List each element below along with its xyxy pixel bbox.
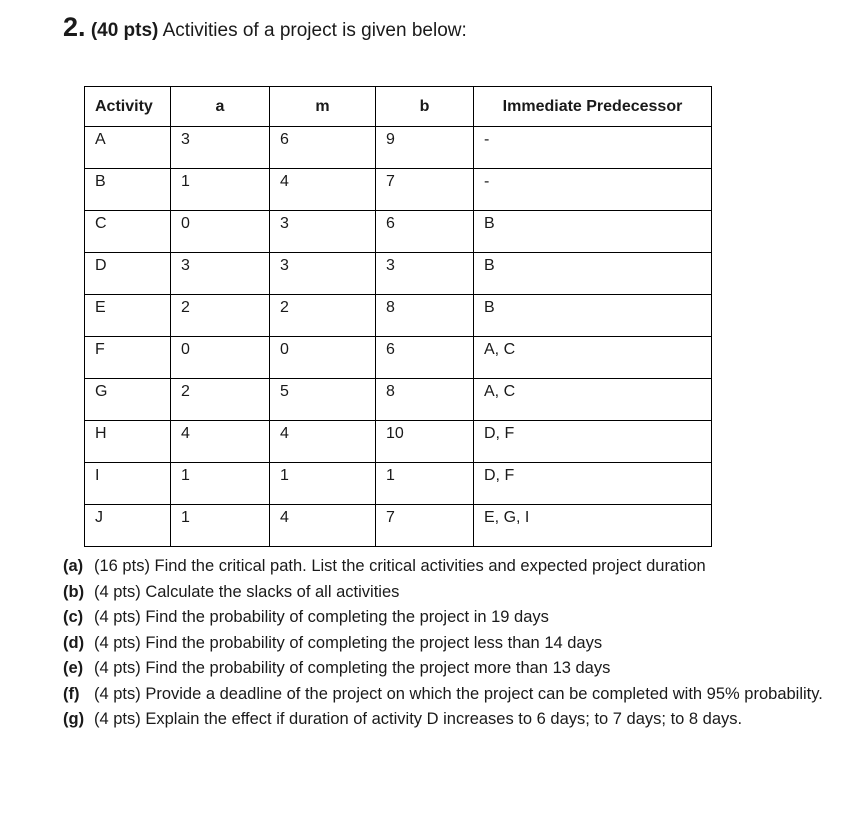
question-text: (4 pts) Calculate the slacks of all activities (94, 582, 400, 601)
question-label: (a) (63, 557, 84, 575)
cell-a: 0 (171, 337, 270, 379)
question-text: (4 pts) Explain the effect if duration of activity D increases to 6 days; to 7 days; to 8 days. (94, 710, 743, 728)
cell-predecessor: B (474, 211, 712, 253)
cell-m: 0 (270, 337, 376, 379)
cell-b: 9 (376, 127, 474, 169)
question-item (63, 656, 853, 682)
question-text: (4 pts) Find the probability of completing the project in 19 days (94, 608, 549, 626)
cell-activity: D (85, 253, 171, 295)
cell-b: 7 (376, 505, 474, 547)
cell-a: 0 (171, 211, 270, 253)
table-header-row (85, 87, 712, 127)
cell-predecessor: D, F (474, 463, 712, 505)
question-text: (4 pts) Provide a deadline of the project on which the project can be completed with 95% probability. (94, 684, 823, 703)
cell-predecessor: A, C (474, 337, 712, 379)
cell-a: 1 (171, 463, 270, 505)
cell-predecessor: A, C (474, 379, 712, 421)
cell-activity: C (85, 211, 171, 253)
question-label: (g) (63, 710, 85, 728)
header-predecessor: Immediate Predecessor (474, 87, 712, 127)
cell-a: 1 (171, 505, 270, 547)
cell-b: 6 (376, 211, 474, 253)
cell-predecessor: B (474, 295, 712, 337)
cell-predecessor: D, F (474, 421, 712, 463)
cell-a: 3 (171, 127, 270, 169)
question-item (63, 605, 853, 631)
cell-activity: H (85, 421, 171, 463)
table-body (85, 127, 712, 547)
cell-m: 3 (270, 211, 376, 253)
cell-predecessor: - (474, 169, 712, 211)
table-row (85, 295, 712, 337)
cell-a: 1 (171, 169, 270, 211)
cell-m: 2 (270, 295, 376, 337)
cell-activity: E (85, 295, 171, 337)
cell-a: 2 (171, 295, 270, 337)
cell-b: 8 (376, 379, 474, 421)
question-item (63, 631, 853, 657)
question-number: 2. (63, 12, 86, 42)
cell-m: 1 (270, 463, 376, 505)
header-m: m (270, 87, 376, 127)
question-item (63, 580, 853, 606)
table-row (85, 253, 712, 295)
cell-predecessor: - (474, 127, 712, 169)
cell-b: 3 (376, 253, 474, 295)
cell-b: 10 (376, 421, 474, 463)
question-item (63, 682, 853, 708)
cell-activity: F (85, 337, 171, 379)
cell-m: 5 (270, 379, 376, 421)
cell-m: 4 (270, 169, 376, 211)
cell-m: 6 (270, 127, 376, 169)
question-label: (f) (63, 684, 80, 703)
cell-b: 7 (376, 169, 474, 211)
question-label: (c) (63, 608, 84, 626)
question-intro: Activities of a project is given below: (162, 20, 467, 41)
cell-activity: G (85, 379, 171, 421)
table-row (85, 463, 712, 505)
cell-activity: B (85, 169, 171, 211)
cell-b: 6 (376, 337, 474, 379)
cell-a: 2 (171, 379, 270, 421)
question-heading (63, 12, 467, 46)
question-label: (b) (63, 582, 85, 601)
question-text: (4 pts) Find the probability of completing the project less than 14 days (94, 633, 603, 652)
header-b: b (376, 87, 474, 127)
activities-table (84, 86, 712, 547)
question-list (63, 554, 853, 733)
table-row (85, 169, 712, 211)
question-text: (4 pts) Find the probability of completing the project more than 13 days (94, 659, 611, 677)
table-row (85, 421, 712, 463)
table-row (85, 505, 712, 547)
cell-m: 4 (270, 421, 376, 463)
cell-a: 4 (171, 421, 270, 463)
header-a: a (171, 87, 270, 127)
question-item (63, 554, 853, 580)
cell-activity: A (85, 127, 171, 169)
cell-activity: I (85, 463, 171, 505)
header-activity: Activity (85, 87, 171, 127)
cell-predecessor: B (474, 253, 712, 295)
question-item (63, 707, 853, 733)
cell-activity: J (85, 505, 171, 547)
cell-m: 3 (270, 253, 376, 295)
table-row (85, 127, 712, 169)
cell-b: 8 (376, 295, 474, 337)
question-points: (40 pts) (90, 20, 159, 41)
table-row (85, 337, 712, 379)
cell-predecessor: E, G, I (474, 505, 712, 547)
table-row (85, 211, 712, 253)
cell-a: 3 (171, 253, 270, 295)
cell-b: 1 (376, 463, 474, 505)
question-text: (16 pts) Find the critical path. List the critical activities and expected project duration (94, 557, 706, 575)
cell-m: 4 (270, 505, 376, 547)
table-row (85, 379, 712, 421)
question-label: (d) (63, 633, 85, 652)
question-label: (e) (63, 659, 84, 677)
